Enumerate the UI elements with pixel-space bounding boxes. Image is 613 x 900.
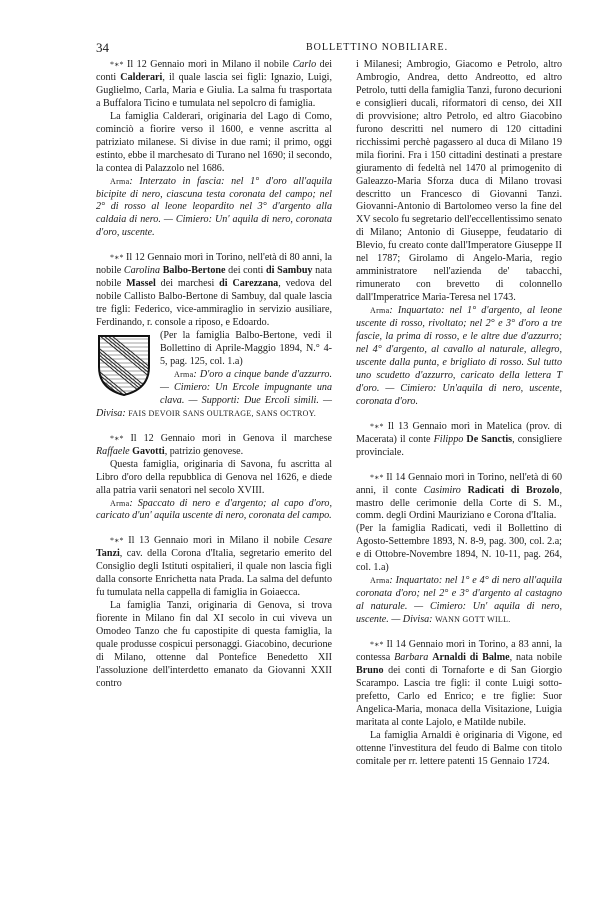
surname: di Carezzana	[219, 278, 279, 290]
arma-label: Arma	[110, 176, 130, 186]
family-history: La famiglia Tanzi, originaria di Genova, si trova fiorente in Milano fin dal XI secolo in cui viveva un Omodeo Tanzo che fu capostipite di questa famiglia, la quale produsse cospicui personaggi. Giacobino, decurione di Milano, ottenne dal Pontefice Benedetto XII l'assoluzione dell'interdetto emanato da Giovanni XXII contro	[96, 600, 332, 689]
text: , cav. della Corona d'Italia, segretario emerito del Consiglio degli Istituti ospitalieri, il quale non lascia figli dalla consorte Enrichetta nata Prada. La salma del defunto fu tumulata nella cappella di famiglia in Goiaecca.	[96, 548, 332, 599]
left-column	[96, 59, 332, 691]
surname: Massel	[126, 278, 156, 290]
person-name: Cesare	[303, 535, 332, 547]
text: Il 13 Gennaio morì in Matelica (prov. di Macerata) il conte	[356, 420, 562, 445]
family-motto: WANN GOTT WILL.	[435, 615, 511, 625]
obituary-gavotti	[96, 433, 332, 459]
surname: Bruno	[356, 664, 384, 676]
text: , patrizio genovese.	[164, 445, 244, 457]
asterism: *∗*	[370, 640, 384, 650]
text: , mastro delle cerimonie della Corte di S. M., comm. degli Ordini Mauriziano e Corona d'Italia.	[356, 484, 562, 522]
text: Il 14 Gennaio morì in Torino, a 83 anni, la contessa	[356, 639, 562, 663]
obituary-balbo-bertone	[96, 252, 332, 330]
obituary-arnaldi	[356, 639, 562, 730]
surname: Tanzi	[96, 548, 120, 560]
coat-of-arms-description	[96, 176, 332, 241]
arma-text: : Inquartato: nel 1° d'argento, al leone uscente di rosso, rivoltato; nel 2° e 3° d'oro a tre fascie, la prima di rosso, e le altre due d'azzurro; nel 4° d'argento, al cavallo al naturale, allegro, uscente dalla punta, e brigliato di rosso. Sul tutto uno scudetto d'azzurro, caricato della lettera T d'oro. — Cimiero: Un'aquila di nero, uscente, coronata d'oro.	[356, 305, 562, 407]
text: Il 13 Gennaio morì in Milano il nobile	[123, 535, 304, 547]
text: dei conti	[96, 59, 333, 83]
coat-of-arms-description	[356, 575, 562, 627]
arma-text: : Spaccato di nero e d'argento; al capo d'oro, caricato d'un' aquila uscente di nero, coronata del campo.	[96, 497, 332, 522]
obituary-calderari	[96, 59, 332, 111]
text: dei marchesi	[155, 278, 220, 290]
page-number: 34	[96, 40, 109, 55]
text: dei conti di Tornaforte e di San Giorgio Scarampo. Lascia tre figli: il conte Luigi sotto-prefetto, Carlo ed Enrico; e tre figlie: Suor Angelica-Maria, monaca della Visitazione, Luigia maritata al conte Lajolo, e Matilde nubile.	[356, 664, 562, 728]
asterism: *∗*	[110, 433, 124, 443]
family-history: La famiglia Arnaldi è originaria di Vigone, ed ottenne l'investitura del feudo di Balme con titolo comitale per rr. lettere patenti 15 Gennaio 1724.	[356, 729, 562, 767]
text: , il quale lascia sei figli: Ignazio, Luigi, Guglielmo, Carla, Maria e Giulia. La salma fu trasportata a Buffalora Ticino e tumulata nel sepolcro di famiglia.	[96, 71, 332, 109]
surname: Gavotti	[132, 445, 165, 457]
surname: Balbo-Bertone	[162, 265, 226, 277]
running-title: BOLLETTINO NOBILIARE.	[306, 42, 449, 53]
arma-label: Arma	[370, 306, 390, 316]
text: Il 12 Gennaio morì in Milano il nobile	[123, 59, 293, 70]
asterism: *∗*	[110, 60, 124, 69]
right-column	[356, 59, 562, 769]
page-header	[96, 40, 546, 56]
asterism: *∗*	[110, 536, 124, 546]
arma-label: Arma	[174, 369, 194, 379]
arma-text: : Interzato in fascia: nel 1° d'oro all'aquila bicipite di nero, ciascuna testa coronata del campo; nel 2° di rosso al leone leopardito nel 3° d'argento alla caldaia di nero. — Cimiero: Un' aquila di nero, coronata d'oro, uscente.	[96, 175, 332, 239]
text	[461, 485, 468, 496]
asterism: *∗*	[370, 421, 384, 431]
person-name: Casimiro	[423, 484, 461, 496]
family-history-continued: i Milanesi; Ambrogio, Giacomo e Petrolo, altro Ambrogio, Andrea, detto Andreotto, ed altro Petrolo, tutti della famiglia Tanzi, furono decurioni e consiglieri ducali, riformatori di censo, dei XII di provvisione; altro Petrolo, ed altro Giacobino furono descritti nel numero di 120 cittadini ricchissimi perchè pagassero al duca di Milano 19 mila fiorini. Fra i 150 cittadini destinati a prestare giuramento di fedeltà nel 1470 al primogenito di Galeazzo-Maria Sforza duca di Milano trovasi descritto un Francesco di Giovanni Tanzi. Giovanni-Antonio di Bartolomeo verso la fine del XV secolo fu segretario dell'eccellentissimo senato di Milano; Antonio di Giuseppe, feudatario di Blevio, fu creato conte dall'Imperatore Giuseppe II nel 1787; Girolamo di Angelo-Maria, regio amministratore nell'azienda de' tabacchi, rimunerato con brevetto di colonnello dall'Imperatrice Maria-Teresa nel 1743.	[356, 59, 562, 304]
coat-of-arms-description	[356, 305, 562, 409]
surname: Arnaldi di Balme	[432, 651, 510, 663]
cross-reference: (Per la famiglia Radicati, vedi il Bollettino di Agosto-Settembre 1893, N. 8-9, pag. 300, col. 2.a; e di Ottobre-Novembre 1894, N. 10-11, pag. 264, col. 1.a)	[356, 523, 562, 574]
surname: Radicati di Brozolo	[467, 484, 560, 496]
person-name: Carolina	[123, 265, 160, 277]
asterism: *∗*	[370, 472, 384, 482]
arma-text: : D'oro a cinque bande d'azzurro. — Cimiero: Un Ercole impugnante una clava. — Supporti: Due Ercoli simili. — Divisa:	[96, 368, 332, 419]
text: , consigliere provinciale.	[356, 433, 562, 458]
family-history: Questa famiglia, originaria di Savona, fu ascritta al Libro d'oro della repubblica di Genova nel 1626, e diede alla patria varii senatori nel secolo XVIII.	[96, 458, 332, 496]
coat-of-arms-description	[96, 498, 332, 524]
surname: di Sambuy	[266, 265, 313, 277]
text: Il 12 Gennaio morì in Genova il marchese	[123, 432, 332, 444]
person-name: Barbara	[394, 651, 429, 663]
person-name: Raffaele	[96, 445, 130, 457]
heraldic-shield-icon	[96, 333, 152, 397]
arma-text: : Inquartato: nel 1° e 4° di nero all'aquila coronata d'oro; nel 2° e 3° d'argento al castagno al naturale. — Cimiero: Un' aquila di nero, uscente. — Divisa:	[356, 575, 562, 626]
text: , nata nobile	[509, 651, 563, 663]
arma-label: Arma	[110, 498, 130, 508]
surname: De Sanctis	[466, 433, 513, 445]
arma-label: Arma	[370, 576, 390, 586]
surname: Calderari	[120, 71, 163, 83]
family-history: La famiglia Calderari, originaria del Lago di Como, cominciò a fiorire verso il 1600, e venne ascritta al patriziato milanese. Si divise in due rami; il primo, oggi estinto, ebbe il marchesato di Turano nel 1690; il secondo, la contea di Palazzolo nel 1686.	[96, 110, 332, 174]
obituary-radicati	[356, 472, 562, 524]
text: dei conti	[225, 265, 267, 277]
person-name: Filippo	[433, 433, 464, 445]
person-name: Carlo	[292, 59, 317, 70]
text: Il 14 Gennaio morì in Torino, nell'età di 60 anni, il conte	[356, 471, 562, 496]
obituary-de-sanctis	[356, 421, 562, 460]
text: Il 12 Gennaio morì in Torino, nell'età di 80 anni, la nobile	[96, 252, 332, 277]
text: , vedova del nobile Callisto Balbo-Bertone di Sambuy, dal quale lascia tre figli: Federico, vice-ammiraglio in servizio ausiliare, Ferdinando, r. console a riposo, e Edoardo.	[96, 278, 332, 329]
asterism: *∗*	[110, 253, 124, 263]
obituary-tanzi	[96, 535, 332, 600]
cross-reference: (Per la famiglia Balbo-Bertone, vedi il Bollettino di Aprile-Maggio 1894, N.° 4-5, pag. 125, col. 1.a)	[160, 330, 332, 367]
family-motto: FAIS DEVOIR SANS OULTRAGE, SANS OCTROY.	[128, 408, 317, 418]
text: nata nobile	[96, 265, 332, 290]
